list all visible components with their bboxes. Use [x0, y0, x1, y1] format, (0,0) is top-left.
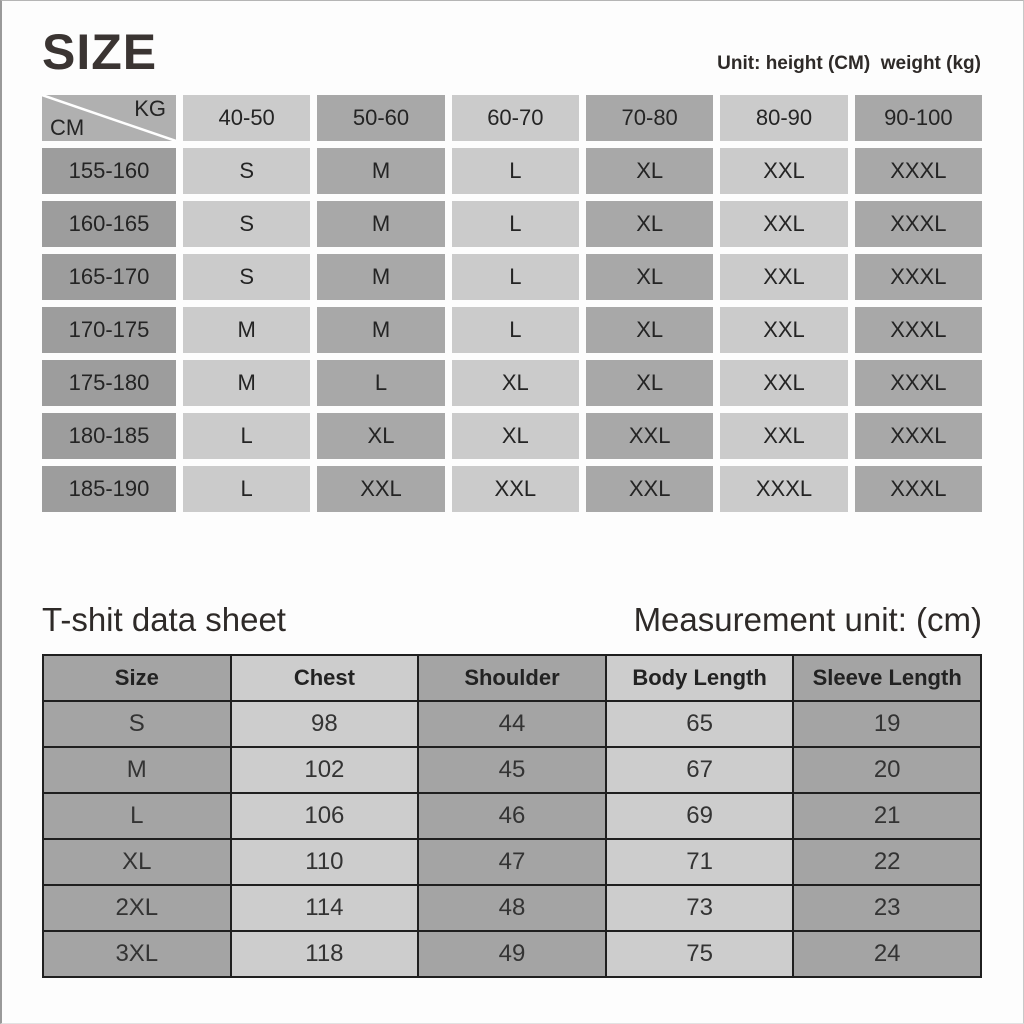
- spec-value-cell: 48: [418, 885, 606, 931]
- size-cell: XXXL: [855, 307, 982, 353]
- data-sheet-header: [42, 600, 982, 640]
- size-cell: L: [183, 413, 310, 459]
- size-cell: M: [317, 201, 444, 247]
- spec-value-cell: 67: [606, 747, 794, 793]
- spec-value-cell: 47: [418, 839, 606, 885]
- spec-row: [43, 885, 981, 931]
- spec-value-cell: 20: [793, 747, 981, 793]
- spec-header-cell: Shoulder: [418, 655, 606, 701]
- spec-size-cell: XL: [43, 839, 231, 885]
- size-cell: L: [452, 254, 579, 300]
- size-cell: XL: [452, 413, 579, 459]
- weight-header-cell: 90-100: [855, 95, 982, 141]
- unit-note: Unit: height (CM) weight (kg): [717, 53, 981, 74]
- spec-size-cell: M: [43, 747, 231, 793]
- spec-size-cell: S: [43, 701, 231, 747]
- data-sheet-table: [42, 654, 982, 978]
- size-cell: M: [317, 254, 444, 300]
- size-cell: M: [183, 307, 310, 353]
- height-range-cell: 170-175: [42, 307, 176, 353]
- size-cell: XL: [586, 201, 713, 247]
- spec-value-cell: 45: [418, 747, 606, 793]
- size-cell: XXL: [720, 254, 847, 300]
- height-range-cell: 155-160: [42, 148, 176, 194]
- size-cell: M: [317, 307, 444, 353]
- weight-header-cell: 50-60: [317, 95, 444, 141]
- spec-value-cell: 75: [606, 931, 794, 977]
- size-cell: XXL: [586, 466, 713, 512]
- spec-value-cell: 69: [606, 793, 794, 839]
- size-cell: XXL: [720, 201, 847, 247]
- spec-row: [43, 747, 981, 793]
- spec-value-cell: 110: [231, 839, 419, 885]
- size-cell: M: [183, 360, 310, 406]
- weight-header-cell: 60-70: [452, 95, 579, 141]
- spec-value-cell: 44: [418, 701, 606, 747]
- spec-value-cell: 22: [793, 839, 981, 885]
- size-cell: L: [183, 466, 310, 512]
- size-cell: XL: [317, 413, 444, 459]
- size-cell: L: [452, 307, 579, 353]
- height-range-cell: 165-170: [42, 254, 176, 300]
- height-range-cell: 175-180: [42, 360, 176, 406]
- spec-value-cell: 106: [231, 793, 419, 839]
- height-range-cell: 160-165: [42, 201, 176, 247]
- spec-row: [43, 793, 981, 839]
- spec-row: [43, 839, 981, 885]
- spec-header-row: [43, 655, 981, 701]
- size-cell: XL: [586, 360, 713, 406]
- spec-value-cell: 114: [231, 885, 419, 931]
- spec-value-cell: 19: [793, 701, 981, 747]
- weight-header-cell: 40-50: [183, 95, 310, 141]
- size-cell: S: [183, 201, 310, 247]
- spec-size-cell: L: [43, 793, 231, 839]
- size-cell: L: [452, 148, 579, 194]
- spec-value-cell: 118: [231, 931, 419, 977]
- size-cell: XXXL: [855, 254, 982, 300]
- spec-value-cell: 65: [606, 701, 794, 747]
- weight-header-cell: 70-80: [586, 95, 713, 141]
- spec-value-cell: 46: [418, 793, 606, 839]
- size-cell: M: [317, 148, 444, 194]
- size-cell: XL: [586, 254, 713, 300]
- spec-value-cell: 24: [793, 931, 981, 977]
- weight-header-cell: 80-90: [720, 95, 847, 141]
- size-matrix-grid: [42, 95, 982, 512]
- size-cell: XXL: [720, 148, 847, 194]
- size-cell: XXXL: [855, 466, 982, 512]
- size-cell: XL: [452, 360, 579, 406]
- size-cell: XL: [586, 307, 713, 353]
- spec-header-cell: Chest: [231, 655, 419, 701]
- spec-header-cell: Body Length: [606, 655, 794, 701]
- size-cell: XXXL: [720, 466, 847, 512]
- data-sheet-title: T-shit data sheet: [42, 601, 286, 638]
- matrix-corner-cell: [42, 95, 176, 141]
- page-title: SIZE: [42, 24, 158, 80]
- spec-value-cell: 98: [231, 701, 419, 747]
- size-cell: XXL: [720, 307, 847, 353]
- size-cell: L: [317, 360, 444, 406]
- corner-cm-label: CM: [50, 115, 85, 140]
- size-cell: S: [183, 148, 310, 194]
- size-cell: XXL: [452, 466, 579, 512]
- measurement-unit-label: Measurement unit: (cm): [633, 601, 982, 638]
- height-range-cell: 185-190: [42, 466, 176, 512]
- spec-value-cell: 102: [231, 747, 419, 793]
- spec-value-cell: 49: [418, 931, 606, 977]
- spec-size-cell: 3XL: [43, 931, 231, 977]
- spec-header-cell: Sleeve Length: [793, 655, 981, 701]
- spec-value-cell: 21: [793, 793, 981, 839]
- page-content: [2, 24, 1023, 978]
- spec-row: [43, 701, 981, 747]
- size-cell: XXL: [720, 413, 847, 459]
- spec-header-cell: Size: [43, 655, 231, 701]
- size-cell: XXXL: [855, 148, 982, 194]
- spec-value-cell: 71: [606, 839, 794, 885]
- size-cell: S: [183, 254, 310, 300]
- size-cell: XXXL: [855, 413, 982, 459]
- size-cell: L: [452, 201, 579, 247]
- height-range-cell: 180-185: [42, 413, 176, 459]
- spec-value-cell: 23: [793, 885, 981, 931]
- spec-size-cell: 2XL: [43, 885, 231, 931]
- size-cell: XXL: [720, 360, 847, 406]
- corner-kg-label: KG: [134, 96, 166, 121]
- size-cell: XXXL: [855, 360, 982, 406]
- size-cell: XXL: [586, 413, 713, 459]
- size-cell: XXXL: [855, 201, 982, 247]
- spec-row: [43, 931, 981, 977]
- spec-value-cell: 73: [606, 885, 794, 931]
- size-cell: XL: [586, 148, 713, 194]
- size-cell: XXL: [317, 466, 444, 512]
